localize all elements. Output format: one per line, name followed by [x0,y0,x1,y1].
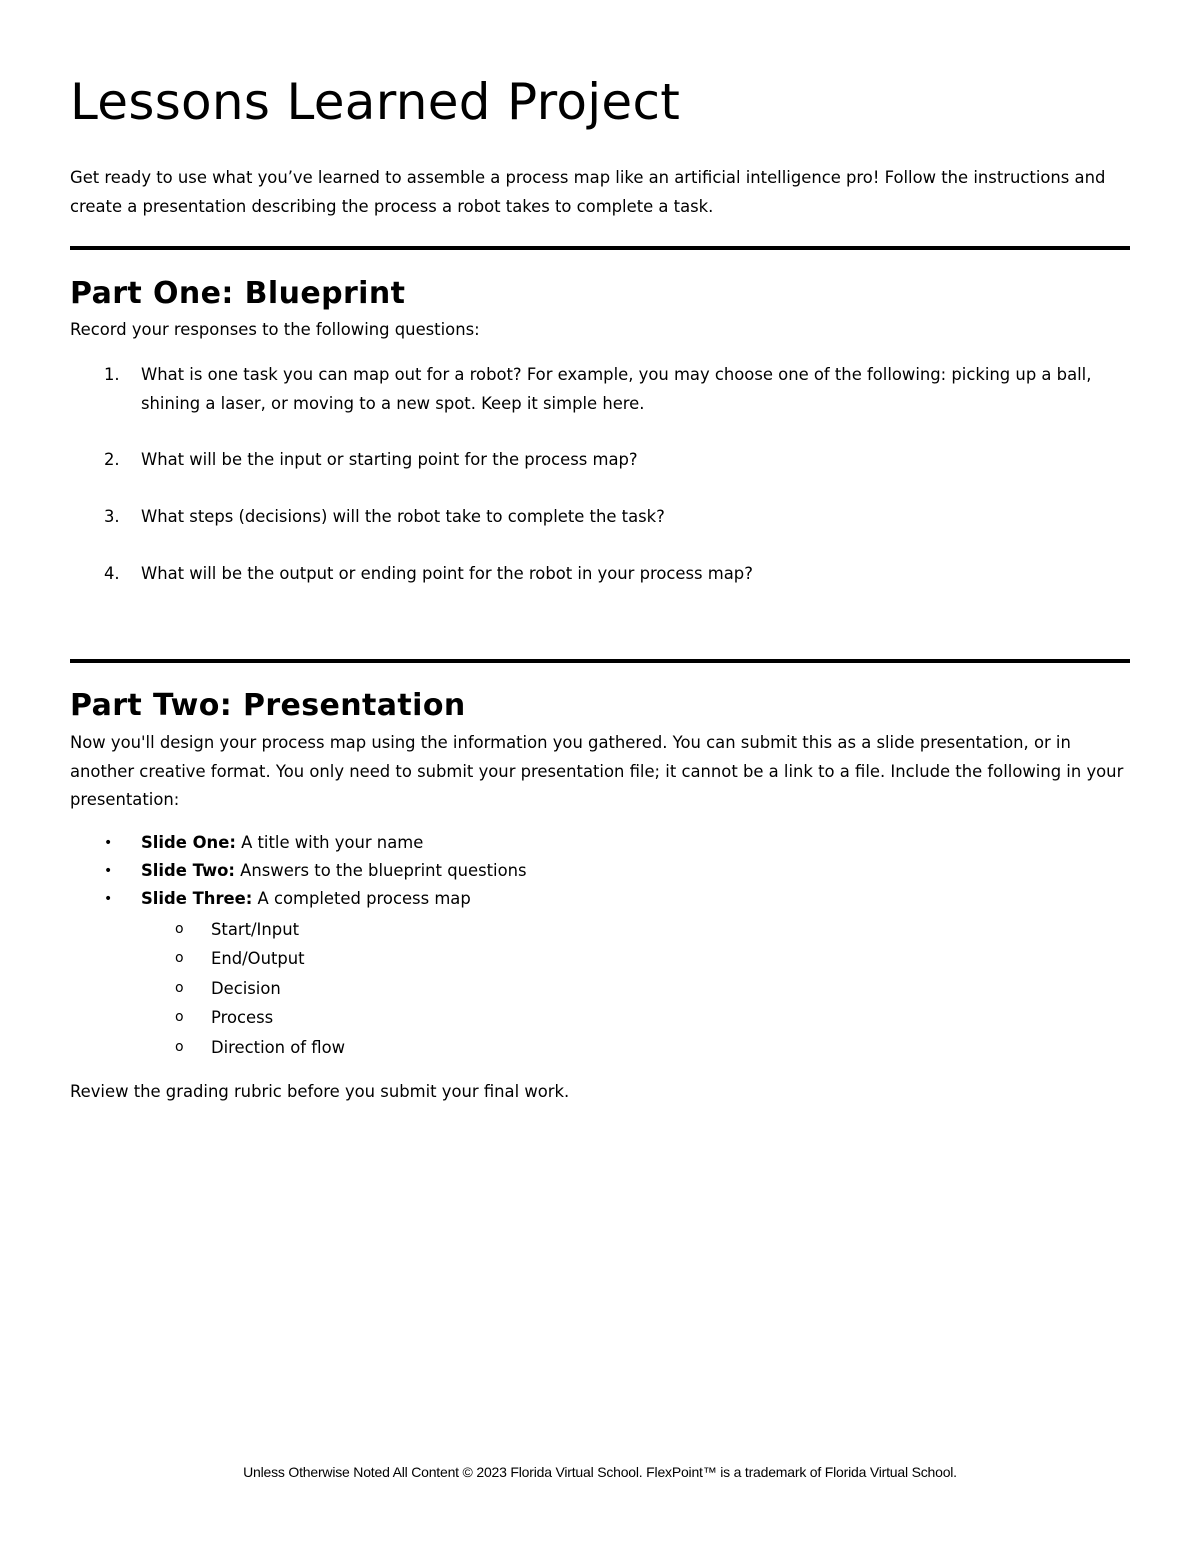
slide-description: A completed process map [252,889,471,908]
map-element-text: Process [211,1008,274,1027]
question-number: 3. [104,507,120,526]
part-two-lead: Now you'll design your process map using the information you gathered. You can submit this as a slide presentation, or in another creative format. You only need to submit your presentation file; it cannot be a link to a file. Include the following in your presentation: [70,733,1124,809]
slide-term: Slide Two: [141,861,235,880]
slide-description: A title with your name [235,833,424,852]
question-number: 1. [104,365,120,384]
page-footer: Unless Otherwise Noted All Content © 2023 Florida Virtual School. FlexPoint™ is a trademark of Florida Virtual School. [243,1464,957,1480]
document-title: Lessons Learned Project [70,73,681,131]
question-text: What steps (decisions) will the robot take to complete the task? [141,507,665,526]
section-divider [70,659,1130,663]
map-element-item [175,1033,345,1063]
map-element-text: End/Output [211,949,305,968]
slide-list-item [104,829,423,858]
question-item [104,560,1130,589]
question-text: What is one task you can map out for a robot? For example, you may choose one of the following: picking up a ball, shining a laser, or moving to a new spot. Keep it simple here. [141,365,1092,413]
map-element-item [175,1003,273,1033]
map-element-item [175,974,281,1004]
slide-list-item [104,885,471,914]
bullet-icon: • [104,835,113,851]
circle-bullet-icon: o [175,980,184,996]
slide-term: Slide One: [141,833,236,852]
circle-bullet-icon: o [175,950,184,966]
part-one-heading: Part One: Blueprint [70,276,406,311]
section-divider [70,246,1130,250]
question-number: 2. [104,450,120,469]
slide-list-item [104,857,527,886]
part-two-heading: Part Two: Presentation [70,688,466,723]
slide-term: Slide Three: [141,889,253,908]
map-element-item [175,944,305,974]
question-item [104,503,1130,532]
bullet-icon: • [104,863,113,879]
circle-bullet-icon: o [175,1009,184,1025]
circle-bullet-icon: o [175,1039,184,1055]
question-number: 4. [104,564,120,583]
slide-description: Answers to the blueprint questions [234,861,527,880]
map-element-text: Start/Input [211,920,300,939]
map-element-text: Direction of flow [211,1038,346,1057]
question-text: What will be the output or ending point for the robot in your process map? [141,564,753,583]
circle-bullet-icon: o [175,921,184,937]
map-element-item [175,915,299,945]
closing-note: Review the grading rubric before you submit your final work. [70,1082,570,1101]
question-item [104,446,1130,475]
question-item [104,361,1130,418]
question-text: What will be the input or starting point for the process map? [141,450,638,469]
part-one-lead: Record your responses to the following questions: [70,320,480,339]
map-element-text: Decision [211,979,281,998]
bullet-icon: • [104,891,113,907]
intro-paragraph: Get ready to use what you’ve learned to assemble a process map like an artificial intelligence pro! Follow the instructions and create a presentation describing the process a robot takes to complete a task. [70,168,1106,216]
